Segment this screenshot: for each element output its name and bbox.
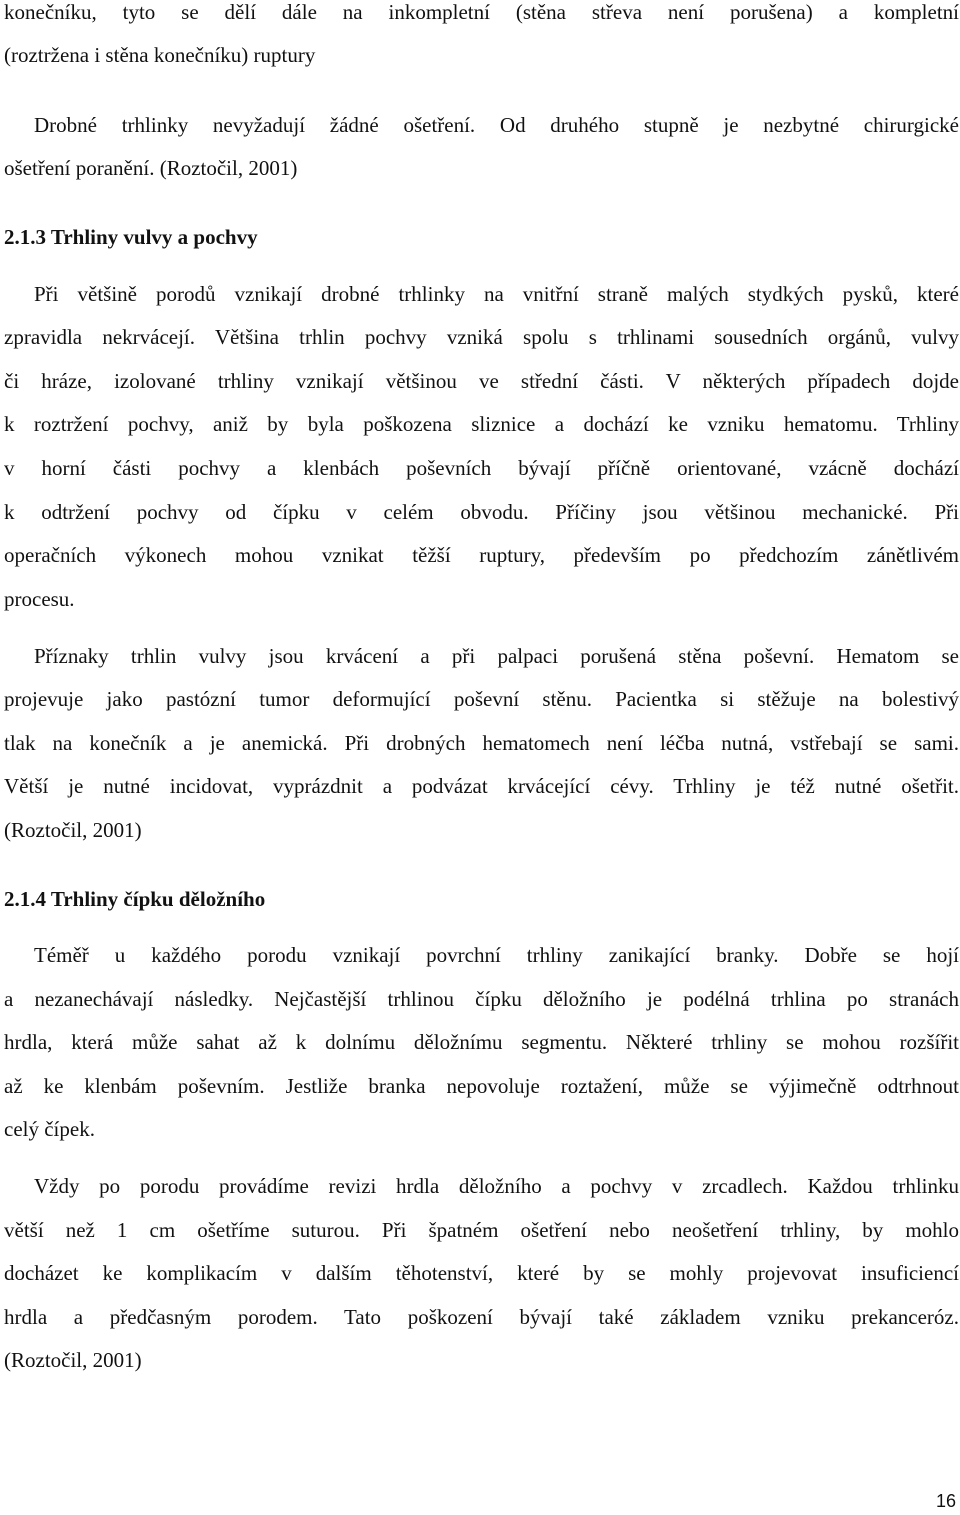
paragraph-line: ošetření poranění. (Roztočil, 2001) <box>4 156 298 180</box>
paragraph-line: hrdla, která může sahat až k dolnímu děložnímu segmentu. Některé trhliny se mohou rozšířit <box>4 1030 959 1054</box>
paragraph-line: (roztržena i stěna konečníku) ruptury <box>4 43 316 67</box>
section-heading: 2.1.4 Trhliny čípku děložního <box>4 887 266 911</box>
paragraph-line: až ke klenbám poševním. Jestliže branka nepovoluje roztažení, může se výjimečně odtrhnout <box>4 1074 959 1098</box>
paragraph-line: Vždy po porodu provádíme revizi hrdla děložního a pochvy v zrcadlech. Každou trhlinku <box>34 1174 959 1198</box>
section-heading: 2.1.3 Trhliny vulvy a pochvy <box>4 225 258 249</box>
paragraph-line: k roztržení pochvy, aniž by byla poškozena sliznice a dochází ke vzniku hematomu. Trhliny <box>4 412 959 436</box>
paragraph-line: konečníku, tyto se dělí dále na inkompletní (stěna střeva není porušena) a kompletní <box>4 0 959 24</box>
paragraph-line: Příznaky trhlin vulvy jsou krvácení a při palpaci porušená stěna poševní. Hematom se <box>34 644 959 668</box>
paragraph-line: docházet ke komplikacím v dalším těhotenství, které by se mohly projevovat insuficiencí <box>4 1261 959 1285</box>
paragraph-line: projevuje jako pastózní tumor deformující poševní stěnu. Pacientka si stěžuje na bolestivý <box>4 687 959 711</box>
paragraph-line: tlak na konečník a je anemická. Při drobných hematomech není léčba nutná, vstřebají se sami. <box>4 731 959 755</box>
paragraph-line: větší než 1 cm ošetříme suturou. Při špatném ošetření nebo neošetření trhliny, by mohlo <box>4 1218 959 1242</box>
paragraph-line: k odtržení pochvy od čípku v celém obvodu. Příčiny jsou většinou mechanické. Při <box>4 500 959 524</box>
paragraph-line: a nezanechávají následky. Nejčastější trhlinou čípku děložního je podélná trhlina po stranách <box>4 987 959 1011</box>
paragraph-line: Větší je nutné incidovat, vyprázdnit a podvázat krvácející cévy. Trhliny je též nutné ošetřit. <box>4 774 959 798</box>
paragraph-line: v horní části pochvy a klenbách poševních bývají příčně orientované, vzácně dochází <box>4 456 959 480</box>
paragraph-line: celý čípek. <box>4 1117 95 1141</box>
paragraph-line: (Roztočil, 2001) <box>4 1348 142 1372</box>
paragraph-line: Při většině porodů vznikají drobné trhlinky na vnitřní straně malých stydkých pysků, které <box>34 282 959 306</box>
paragraph-line: procesu. <box>4 587 75 611</box>
paragraph-line: hrdla a předčasným porodem. Tato poškození bývají také základem vzniku prekanceróz. <box>4 1305 959 1329</box>
page-number: 16 <box>935 1491 956 1511</box>
paragraph-line: či hráze, izolované trhliny vznikají většinou ve střední části. V některých případech dojde <box>4 369 959 393</box>
paragraph-line: zpravidla nekrvácejí. Většina trhlin pochvy vzniká spolu s trhlinami sousedních orgánů, vulvy <box>4 325 959 349</box>
paragraph-line: operačních výkonech mohou vznikat těžší ruptury, především po předchozím zánětlivém <box>4 543 959 567</box>
paragraph-line: (Roztočil, 2001) <box>4 818 142 842</box>
paragraph-line: Drobné trhlinky nevyžadují žádné ošetření. Od druhého stupně je nezbytné chirurgické <box>34 113 959 137</box>
paragraph-line: Téměř u každého porodu vznikají povrchní trhliny zanikající branky. Dobře se hojí <box>34 943 959 967</box>
